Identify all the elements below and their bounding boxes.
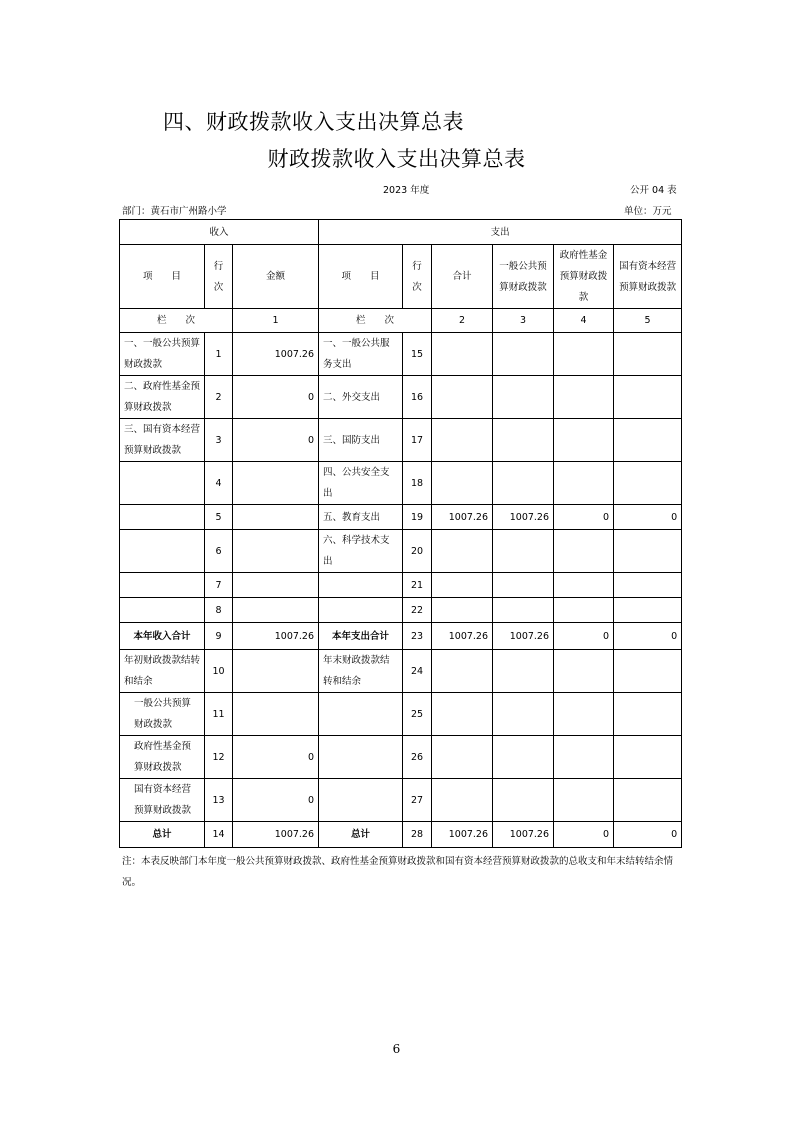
table-row xyxy=(120,779,682,822)
table-row xyxy=(120,736,682,779)
expense-capital-cell xyxy=(614,573,682,598)
expense-row-no-cell: 27 xyxy=(403,779,432,822)
expense-total-cell xyxy=(432,693,493,736)
income-item-cell: 政府性基金预算财政拨款 xyxy=(120,736,205,779)
expense-capital-cell xyxy=(614,693,682,736)
income-item-cell: 三、国有资本经营预算财政拨款 xyxy=(120,419,205,462)
expense-general-cell: 1007.26 xyxy=(493,822,554,848)
table-row xyxy=(120,462,682,505)
table-note: 注：本表反映部门本年度一般公共预算财政拨款、政府性基金预算财政拨款和国有资本经营预算财政拨款的总收支和年末结转结余情况。 xyxy=(122,856,674,888)
table-row xyxy=(120,598,682,623)
income-row-no-cell: 12 xyxy=(205,736,233,779)
column-index-3: 3 xyxy=(493,309,554,333)
expense-fund-cell xyxy=(554,736,614,779)
expense-row-no-cell: 15 xyxy=(403,333,432,376)
expense-fund-cell xyxy=(554,462,614,505)
income-row-no-cell: 7 xyxy=(205,573,233,598)
expense-row-no-cell: 24 xyxy=(403,650,432,693)
income-amount-cell: 1007.26 xyxy=(233,333,319,376)
income-amount-cell xyxy=(233,693,319,736)
income-header: 收入 xyxy=(120,220,319,245)
income-amount-cell xyxy=(233,598,319,623)
expense-general-cell xyxy=(493,779,554,822)
income-amount-cell xyxy=(233,650,319,693)
income-amount-cell: 0 xyxy=(233,736,319,779)
expense-fund-cell xyxy=(554,598,614,623)
expense-row-no-cell: 23 xyxy=(403,623,432,650)
column-index-5: 5 xyxy=(614,309,682,333)
expense-capital-cell xyxy=(614,779,682,822)
expense-item-cell: 总计 xyxy=(319,822,403,848)
expense-capital-cell xyxy=(614,376,682,419)
expense-row-no-cell: 25 xyxy=(403,693,432,736)
income-item-cell: 本年收入合计 xyxy=(120,623,205,650)
income-row-no-cell: 13 xyxy=(205,779,233,822)
expense-capital-cell xyxy=(614,419,682,462)
expense-row-no-header: 行 次 xyxy=(403,245,432,309)
income-item-header: 项 目 xyxy=(120,245,205,309)
income-row-no-cell: 2 xyxy=(205,376,233,419)
expense-fund-cell: 0 xyxy=(554,505,614,530)
table-row xyxy=(120,376,682,419)
expense-row-no-cell: 26 xyxy=(403,736,432,779)
expense-row-no-cell: 21 xyxy=(403,573,432,598)
income-row-no-cell: 4 xyxy=(205,462,233,505)
income-amount-cell xyxy=(233,573,319,598)
expense-row-no-cell: 17 xyxy=(403,419,432,462)
expense-item-cell: 六、科学技术支出 xyxy=(319,530,403,573)
expense-fund-cell xyxy=(554,650,614,693)
budget-table xyxy=(119,219,682,848)
expense-capital-cell: 0 xyxy=(614,623,682,650)
income-item-cell xyxy=(120,573,205,598)
expense-item-cell xyxy=(319,598,403,623)
expense-general-cell xyxy=(493,419,554,462)
income-item-cell: 年初财政拨款结转和结余 xyxy=(120,650,205,693)
income-item-cell: 一般公共预算财政拨款 xyxy=(120,693,205,736)
expense-general-cell xyxy=(493,736,554,779)
capital-budget-header: 国有资本经营预算财政拨款 xyxy=(614,245,682,309)
expense-capital-cell: 0 xyxy=(614,505,682,530)
expense-total-cell xyxy=(432,419,493,462)
department-label: 部门：黄石市广州路小学 xyxy=(122,206,227,217)
table-title: 财政拨款收入支出决算总表 xyxy=(267,147,526,171)
table-row xyxy=(120,623,682,650)
table-row xyxy=(120,822,682,848)
expense-capital-cell xyxy=(614,462,682,505)
expense-fund-cell xyxy=(554,376,614,419)
income-row-no-cell: 1 xyxy=(205,333,233,376)
column-index-1: 1 xyxy=(233,309,319,333)
income-amount-cell: 1007.26 xyxy=(233,623,319,650)
table-row xyxy=(120,505,682,530)
income-item-cell xyxy=(120,462,205,505)
income-row-no-cell: 10 xyxy=(205,650,233,693)
expense-general-cell xyxy=(493,693,554,736)
income-amount-cell xyxy=(233,530,319,573)
expense-row-no-cell: 16 xyxy=(403,376,432,419)
expense-item-cell: 五、教育支出 xyxy=(319,505,403,530)
expense-fund-cell: 0 xyxy=(554,623,614,650)
table-row xyxy=(120,693,682,736)
table-row xyxy=(120,530,682,573)
expense-item-cell: 一、一般公共服务支出 xyxy=(319,333,403,376)
expense-item-header: 项 目 xyxy=(319,245,403,309)
general-budget-header: 一般公共预算财政拨款 xyxy=(493,245,554,309)
expense-total-cell xyxy=(432,376,493,419)
expense-item-cell: 本年支出合计 xyxy=(319,623,403,650)
expense-fund-cell xyxy=(554,419,614,462)
expense-total-cell: 1007.26 xyxy=(432,623,493,650)
expense-item-cell: 三、国防支出 xyxy=(319,419,403,462)
column-index-label-right: 栏 次 xyxy=(319,309,432,333)
expense-general-cell xyxy=(493,376,554,419)
income-row-no-cell: 5 xyxy=(205,505,233,530)
expense-row-no-cell: 22 xyxy=(403,598,432,623)
expense-total-cell xyxy=(432,650,493,693)
expense-total-cell xyxy=(432,598,493,623)
expense-total-cell xyxy=(432,736,493,779)
total-header: 合计 xyxy=(432,245,493,309)
expense-total-cell xyxy=(432,333,493,376)
expense-general-cell: 1007.26 xyxy=(493,505,554,530)
column-index-row xyxy=(120,309,682,333)
income-row-no-cell: 6 xyxy=(205,530,233,573)
expense-item-cell xyxy=(319,779,403,822)
expense-general-cell xyxy=(493,462,554,505)
column-index-4: 4 xyxy=(554,309,614,333)
table-row xyxy=(120,419,682,462)
income-amount-cell: 0 xyxy=(233,779,319,822)
income-amount-cell xyxy=(233,462,319,505)
form-number: 公开 04 表 xyxy=(630,185,677,196)
income-item-cell: 总计 xyxy=(120,822,205,848)
expense-general-cell xyxy=(493,650,554,693)
expense-row-no-cell: 20 xyxy=(403,530,432,573)
expense-general-cell xyxy=(493,598,554,623)
expense-item-cell xyxy=(319,573,403,598)
expense-capital-cell xyxy=(614,650,682,693)
column-index-2: 2 xyxy=(432,309,493,333)
expense-item-cell: 四、公共安全支出 xyxy=(319,462,403,505)
income-item-cell: 国有资本经营预算财政拨款 xyxy=(120,779,205,822)
income-item-cell xyxy=(120,530,205,573)
expense-total-cell xyxy=(432,530,493,573)
expense-total-cell: 1007.26 xyxy=(432,505,493,530)
expense-row-no-cell: 28 xyxy=(403,822,432,848)
expense-capital-cell: 0 xyxy=(614,822,682,848)
fiscal-year: 2023 年度 xyxy=(383,185,430,196)
expense-capital-cell xyxy=(614,333,682,376)
expense-capital-cell xyxy=(614,736,682,779)
expense-total-cell: 1007.26 xyxy=(432,822,493,848)
expense-total-cell xyxy=(432,573,493,598)
expense-general-cell xyxy=(493,333,554,376)
expense-fund-cell xyxy=(554,530,614,573)
income-row-no-cell: 9 xyxy=(205,623,233,650)
section-heading: 四、财政拨款收入支出决算总表 xyxy=(163,110,464,134)
income-item-cell xyxy=(120,505,205,530)
fund-budget-header: 政府性基金预算财政拨款 xyxy=(554,245,614,309)
expense-capital-cell xyxy=(614,530,682,573)
table-row xyxy=(120,333,682,376)
expense-row-no-cell: 19 xyxy=(403,505,432,530)
expense-fund-cell: 0 xyxy=(554,822,614,848)
expense-capital-cell xyxy=(614,598,682,623)
expense-item-cell: 二、外交支出 xyxy=(319,376,403,419)
expense-total-cell xyxy=(432,462,493,505)
expense-fund-cell xyxy=(554,573,614,598)
expense-general-cell xyxy=(493,573,554,598)
expense-fund-cell xyxy=(554,779,614,822)
expense-general-cell xyxy=(493,530,554,573)
income-item-cell: 一、一般公共预算财政拨款 xyxy=(120,333,205,376)
income-amount-cell xyxy=(233,505,319,530)
table-body xyxy=(120,333,682,848)
income-amount-cell: 0 xyxy=(233,376,319,419)
expense-total-cell xyxy=(432,779,493,822)
income-row-no-header: 行 次 xyxy=(205,245,233,309)
unit-label: 单位：万元 xyxy=(624,206,672,217)
income-item-cell xyxy=(120,598,205,623)
income-row-no-cell: 14 xyxy=(205,822,233,848)
expense-fund-cell xyxy=(554,333,614,376)
expense-item-cell: 年末财政拨款结转和结余 xyxy=(319,650,403,693)
expense-header: 支出 xyxy=(319,220,682,245)
column-index-label: 栏 次 xyxy=(120,309,233,333)
expense-item-cell xyxy=(319,693,403,736)
income-row-no-cell: 8 xyxy=(205,598,233,623)
income-row-no-cell: 11 xyxy=(205,693,233,736)
income-amount-cell: 1007.26 xyxy=(233,822,319,848)
expense-fund-cell xyxy=(554,693,614,736)
amount-header: 金额 xyxy=(233,245,319,309)
expense-general-cell: 1007.26 xyxy=(493,623,554,650)
income-row-no-cell: 3 xyxy=(205,419,233,462)
expense-row-no-cell: 18 xyxy=(403,462,432,505)
page-number: 6 xyxy=(392,1042,401,1056)
income-amount-cell: 0 xyxy=(233,419,319,462)
table-row xyxy=(120,650,682,693)
expense-item-cell xyxy=(319,736,403,779)
income-item-cell: 二、政府性基金预算财政拨款 xyxy=(120,376,205,419)
table-row xyxy=(120,573,682,598)
